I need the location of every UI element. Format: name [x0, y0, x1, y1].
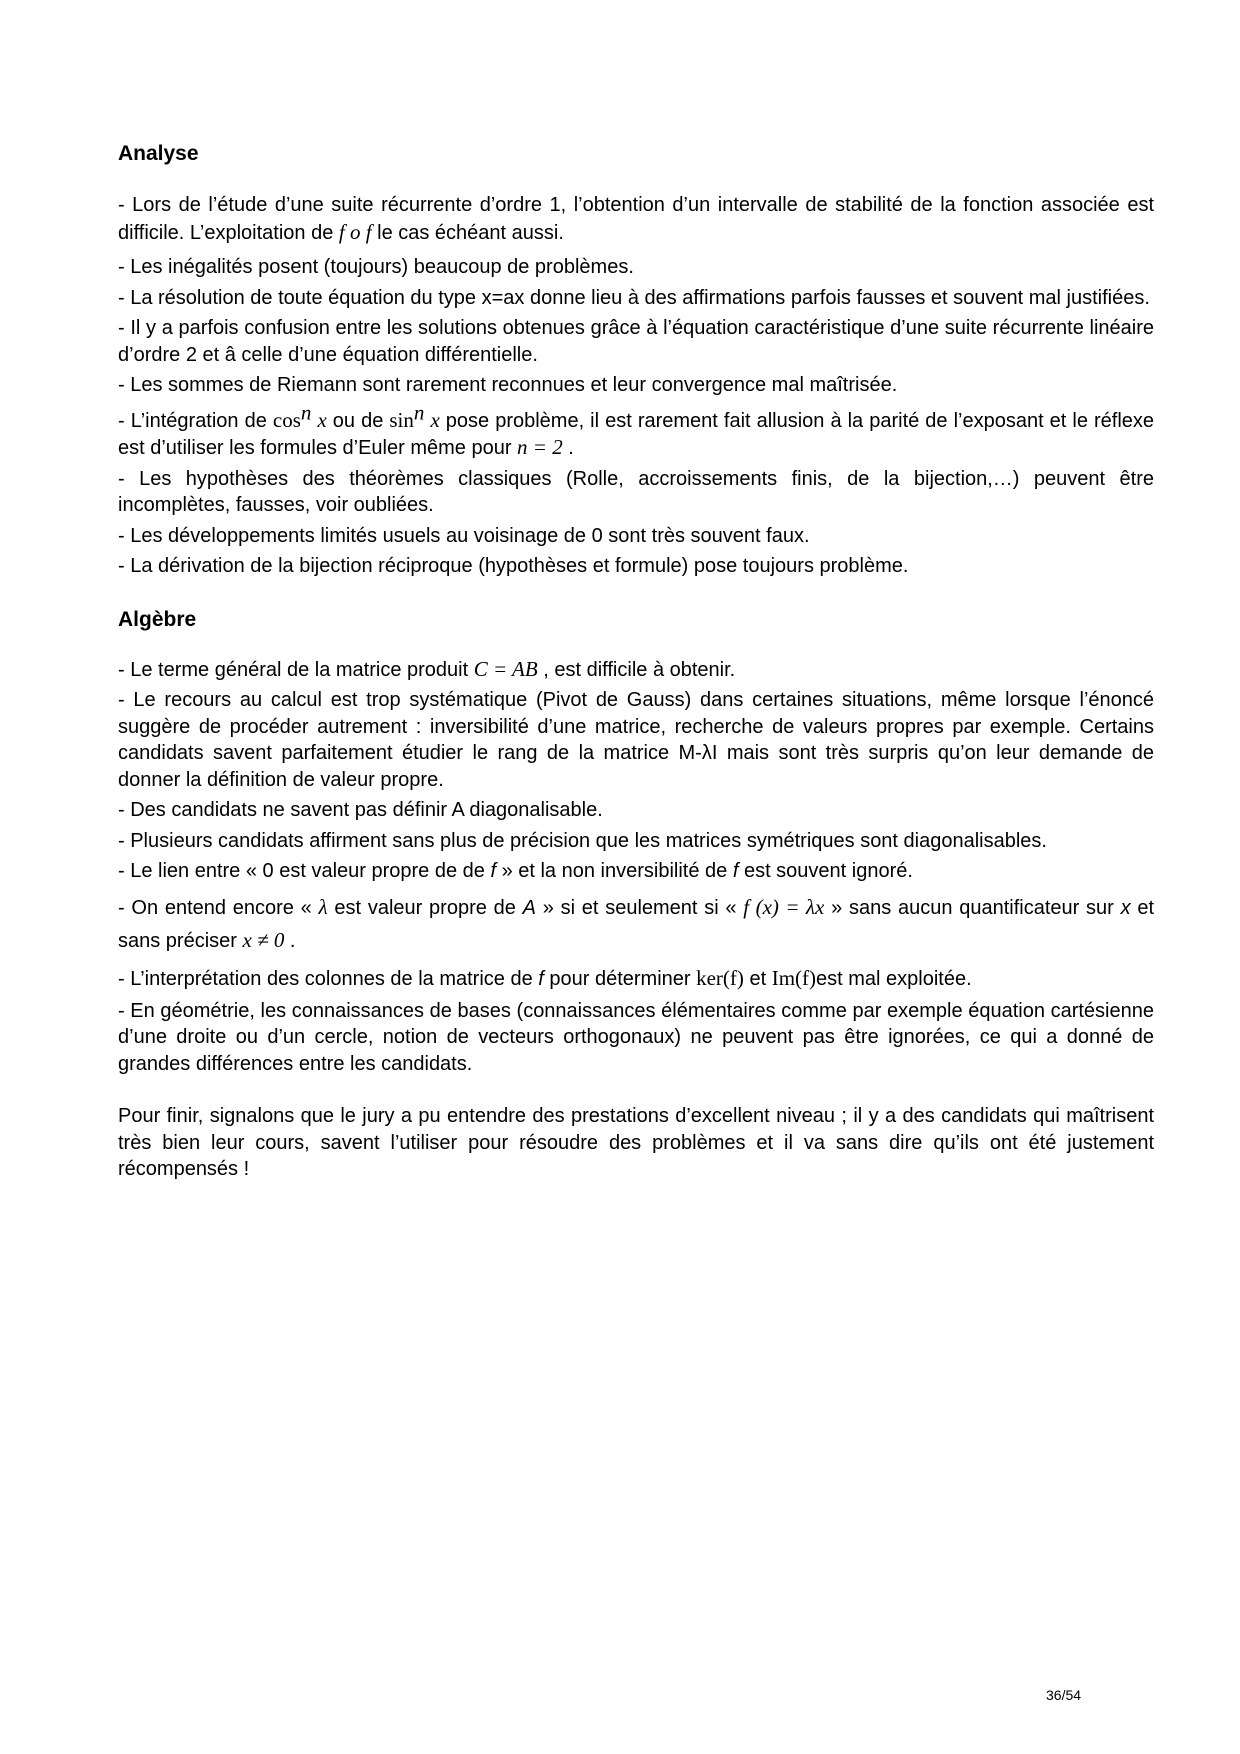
algebre-paragraph-8: - En géométrie, les connaissances de bases (connaissances élémentaires comme par exemple équation cartésienne d’une droite ou d’un cercle, notion de vecteurs orthogonaux) ne peuvent pas être ignorées, ce qui a donné de grandes différences entre les candidats.	[118, 999, 1154, 1075]
conclusion-paragraph: Pour finir, signalons que le jury a pu entendre des prestations d’excellent niveau ; il y a des candidats qui maîtrisent très bien leur cours, savent l’utiliser pour résoudre des problèmes et il va sans dire qu’ils ont été justement récompensés !	[118, 1105, 1154, 1180]
algebre-paragraph-5: - Le lien entre « 0 est valeur propre de de f » et la non inversibilité de f est souvent ignoré.	[118, 860, 913, 882]
analyse-paragraph-3: - La résolution de toute équation du type x=ax donne lieu à des affirmations parfois fausses et souvent mal justifiées.	[118, 286, 1150, 309]
algebre-paragraph-1: - Le terme général de la matrice produit C = AB , est difficile à obtenir.	[118, 656, 736, 681]
algebre-paragraph-6: - On entend encore « λ est valeur propre de A » si et seulement si « f (x) = λx » sans aucun quantificateur sur x et sans préciser x ≠ 0 .	[118, 894, 1155, 952]
algebre-paragraph-4: - Plusieurs candidats affirment sans plus de précision que les matrices symétriques sont diagonalisables.	[118, 829, 1047, 852]
page-number: 36/54	[1046, 1687, 1082, 1703]
math-kernel: ker(f)	[696, 965, 744, 990]
analyse-paragraph-2: - Les inégalités posent (toujours) beaucoup de problèmes.	[118, 256, 634, 278]
analyse-paragraph-9: - La dérivation de la bijection réciproque (hypothèses et formule) pose toujours problème.	[118, 555, 909, 577]
analyse-paragraph-6: - L’intégration de $\cos^n x$ ou de $\sin^n x$ pose problème, il est rarement fait allusion à la parité de l’exposant et le réflexe est d’utiliser les formules d’Euler même pour n = 2 .	[118, 399, 1155, 459]
math-n-equals-2: n = 2	[517, 435, 563, 459]
analyse-paragraph-8: - Les développements limités usuels au voisinage de 0 sont très souvent faux.	[118, 524, 810, 547]
analyse-paragraph-4: - Il y a parfois confusion entre les solutions obtenues grâce à l’équation caractéristique d’une suite récurrente linéaire d’ordre 2 et â celle d’une équation différentielle.	[118, 317, 1154, 366]
analyse-paragraph-5: - Les sommes de Riemann sont rarement reconnues et leur convergence mal maîtrisée.	[118, 374, 898, 396]
document-body	[118, 140, 1154, 1183]
analyse-paragraph-1: - Lors de l’étude d’une suite récurrente d’ordre 1, l’obtention d’un intervalle de stabilité de la fonction associée est difficile. L’exploitation de f o f le cas échéant aussi.	[118, 194, 1154, 244]
math-lambda: λ	[318, 894, 328, 919]
math-x-not-zero: x ≠ 0	[242, 927, 285, 952]
section-title-analyse: Analyse	[118, 142, 199, 165]
math-image: Im(f)	[771, 965, 817, 990]
math-cos: cos	[272, 407, 301, 432]
math-sin: sin	[389, 407, 414, 432]
algebre-paragraph-2: - Le recours au calcul est trop systématique (Pivot de Gauss) dans certaines situations, même lorsque l’énoncé suggère de procéder autrement : inversibilité d’une matrice, recherche de valeurs propres par exemple. Certains candidats savent parfaitement étudier le rang de la matrice M-λI mais sont très surpris qu’on leur demande de donner la définition de valeur propre.	[118, 689, 1154, 791]
math-eigen-equation: f (x) = λx	[743, 894, 825, 919]
algebre-paragraph-3: - Des candidats ne savent pas définir A diagonalisable.	[118, 799, 603, 821]
math-f-compose-f: f o f	[338, 219, 372, 244]
algebre-paragraph-7: - L’interprétation des colonnes de la matrice de f pour déterminer ker(f) et Im(f)est mal exploitée.	[118, 965, 972, 990]
analyse-paragraph-7: - Les hypothèses des théorèmes classiques (Rolle, accroissements finis, de la bijection,…) peuvent être incomplètes, fausses, voir oubliées.	[118, 467, 1154, 516]
math-c-equals-ab: C = AB	[473, 656, 538, 681]
section-title-algebre: Algèbre	[118, 607, 197, 631]
